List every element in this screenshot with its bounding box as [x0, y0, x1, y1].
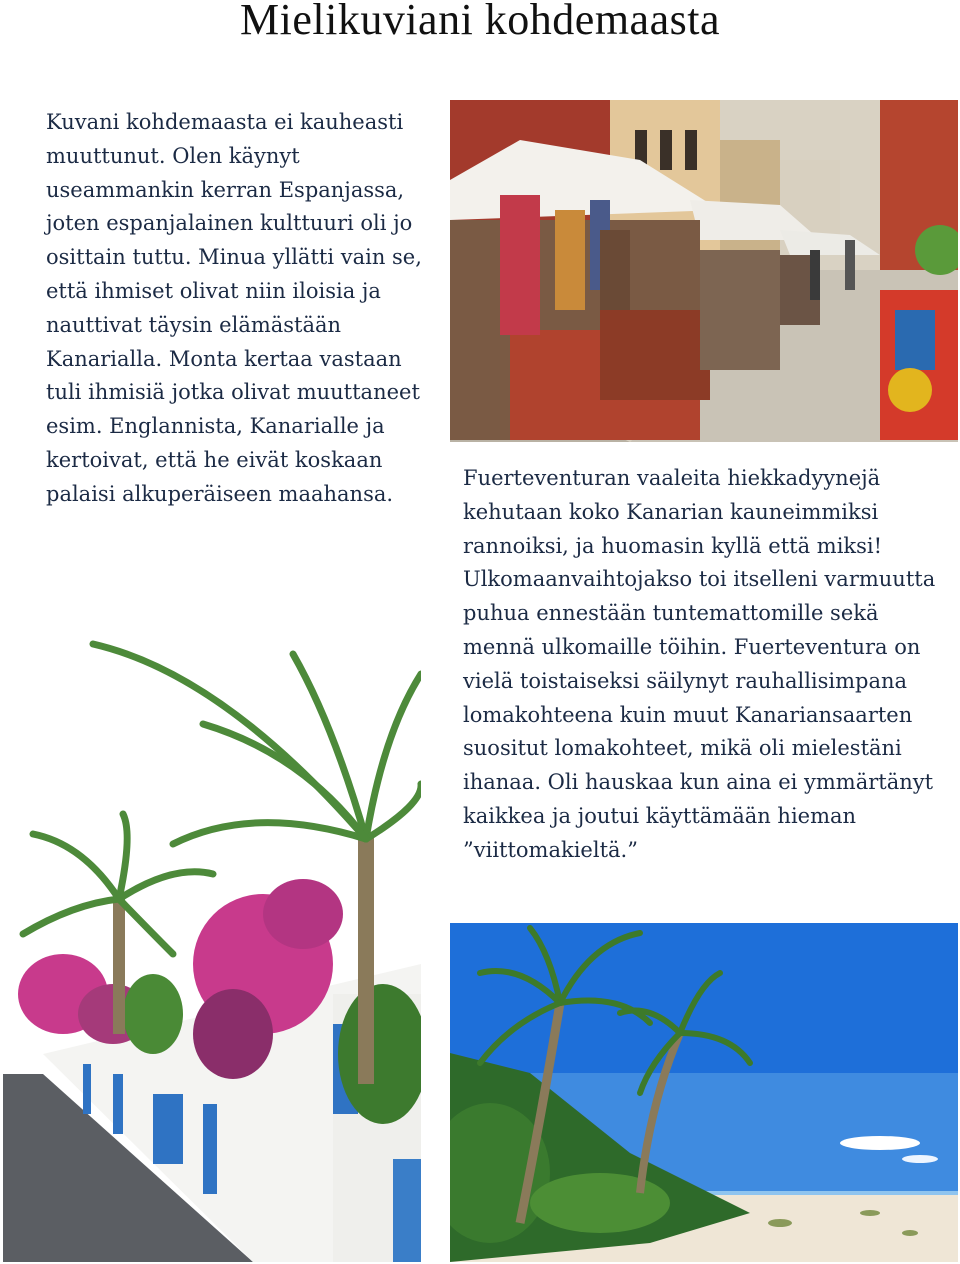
- beach-palms-photo: [450, 923, 958, 1262]
- beach-paragraph: Fuerteventuran vaaleita hiekkadyynejä kehutaan koko Kanarian kauneimmiksi rannoiksi, ja huomasin kyllä että miksi! Ulkomaanvaihtojakso toi itselleni varmuutta puhua ennestään tuntemattomille sekä mennä ulkomaille töihin. Fuerteventura on vielä toistaiseksi säilynyt rauhallisimpana lomakohteena kuin muut Kanariansaarten suositut lomakohteet, mikä oli mielestäni ihanaa. Oli hauskaa kun aina ei ymmärtänyt kaikkea ja joutui käyttämään hieman ”viittomakieltä.”: [463, 466, 936, 862]
- market-street-photo: [450, 100, 958, 442]
- intro-paragraph: Kuvani kohdemaasta ei kauheasti muuttunut. Olen käynyt useammankin kerran Espanjassa, joten espanjalainen kulttuuri oli jo osittain tuttu. Minua yllätti vain se, että ihmiset olivat niin iloisia ja nauttivat täysin elämästään Kanarialla. Monta kertaa vastaan tuli ihmisiä jotka olivat muuttaneet esim. Englannista, Kanarialle ja kertoivat, että he eivät koskaan palaisi alkuperäiseen maahansa.: [46, 110, 422, 506]
- village-street-photo: [3, 634, 421, 1262]
- page-title: Mielikuviani kohdemaasta: [240, 0, 720, 44]
